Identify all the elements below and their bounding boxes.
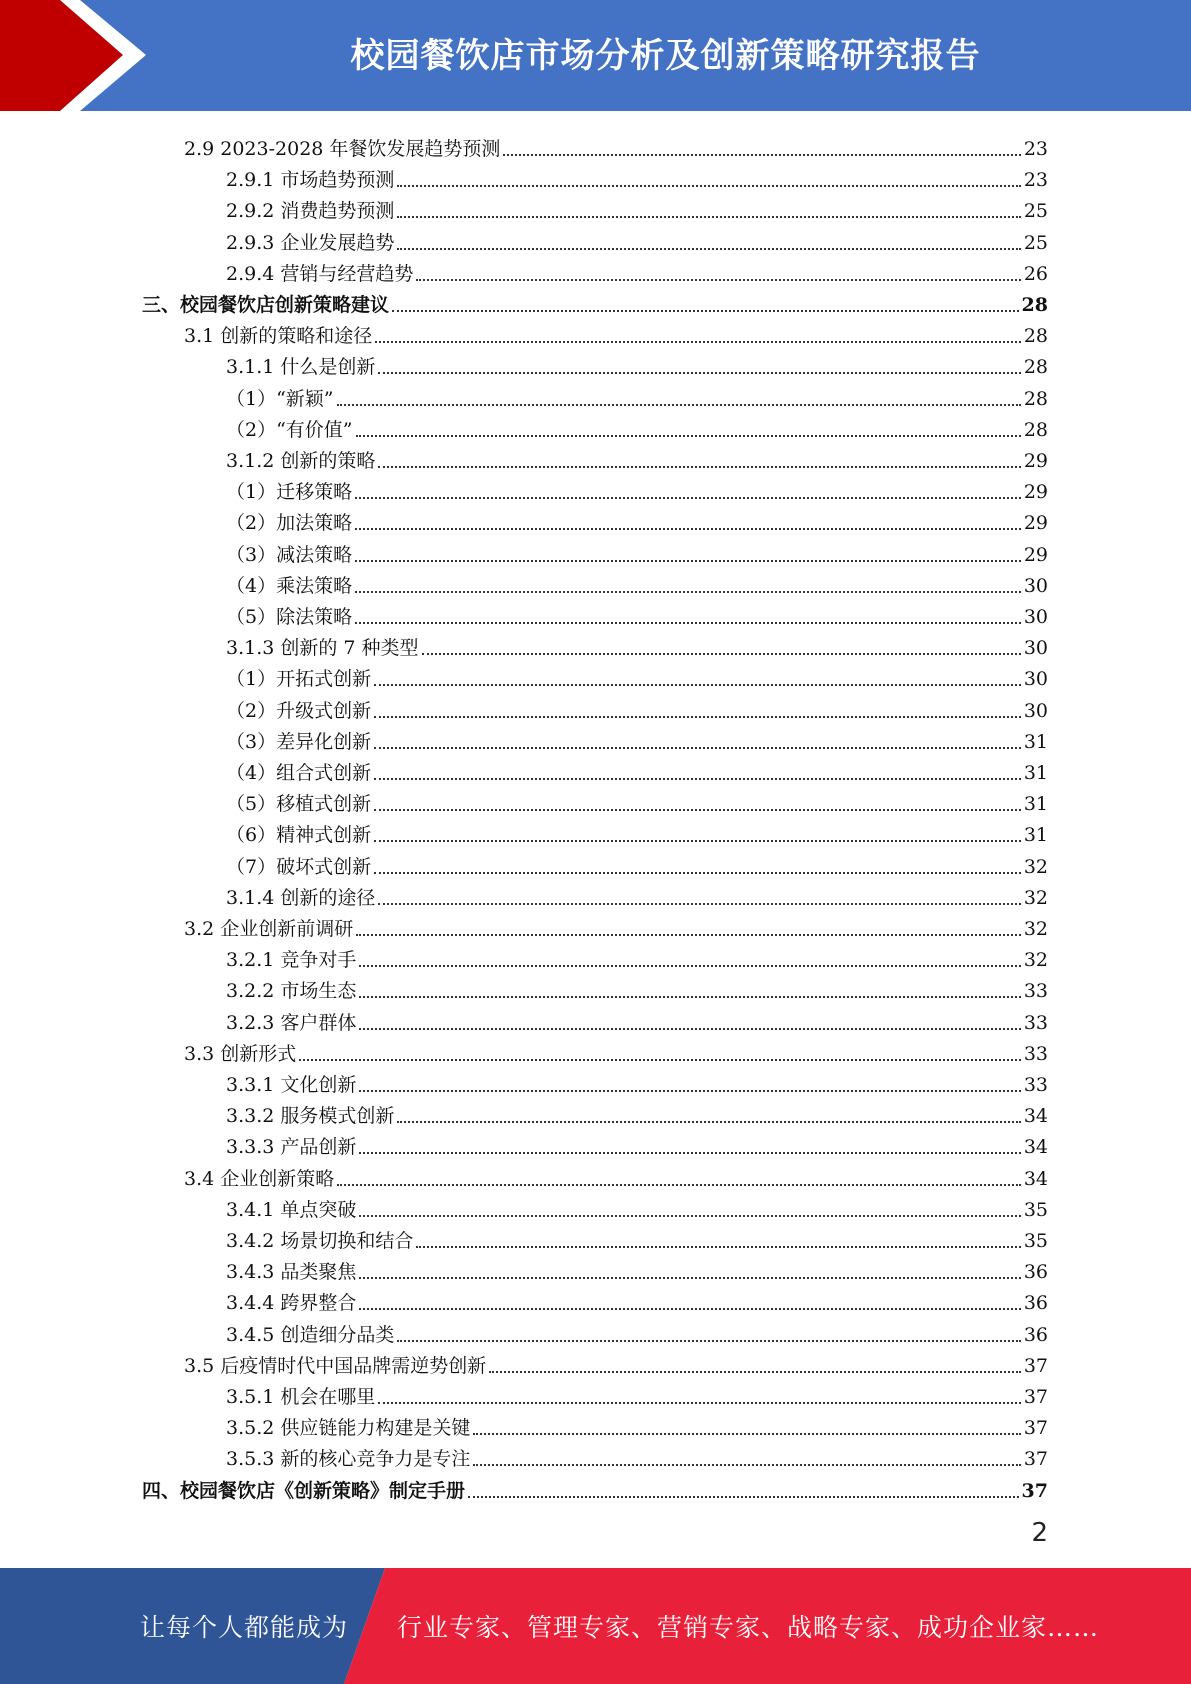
toc-dot-leader xyxy=(359,1028,1020,1030)
toc-dot-leader xyxy=(337,404,1021,406)
toc-entry[interactable] xyxy=(226,1003,1048,1034)
toc-entry[interactable] xyxy=(226,1065,1048,1096)
toc-dot-leader xyxy=(397,1121,1020,1123)
toc-entry[interactable] xyxy=(226,1283,1048,1314)
toc-dot-leader xyxy=(416,1246,1020,1248)
toc-entry-title: 3.4.2 场景切换和结合 xyxy=(226,1230,414,1252)
toc-entry[interactable] xyxy=(226,722,1048,753)
toc-dot-leader xyxy=(355,591,1021,593)
toc-entry-page: 32 xyxy=(1023,886,1048,909)
toc-entry[interactable] xyxy=(226,815,1048,846)
toc-entry[interactable] xyxy=(226,1377,1048,1408)
toc-dot-leader xyxy=(473,1464,1020,1466)
toc-dot-leader xyxy=(416,279,1020,281)
toc-entry-title: 3.1 创新的策略和途径 xyxy=(184,325,373,348)
toc-dot-leader xyxy=(378,1402,1020,1404)
toc-dot-leader xyxy=(374,809,1021,811)
toc-entry-page: 23 xyxy=(1023,138,1048,160)
toc-entry-page: 36 xyxy=(1023,1323,1048,1346)
toc-dot-leader xyxy=(378,372,1020,374)
toc-entry[interactable] xyxy=(226,503,1048,534)
toc-dot-leader xyxy=(355,560,1021,562)
toc-entry-page: 28 xyxy=(1023,325,1048,348)
toc-entry[interactable] xyxy=(226,223,1048,254)
toc-entry-page: 35 xyxy=(1023,1198,1048,1221)
toc-entry-page: 29 xyxy=(1023,543,1048,566)
toc-entry-title: （1）迁移策略 xyxy=(226,481,353,504)
header-bar xyxy=(0,0,1191,111)
header-chevron-icon xyxy=(0,0,160,111)
page-number: 2 xyxy=(1031,1518,1048,1548)
toc-dot-leader xyxy=(375,341,1021,343)
toc-entry-page: 29 xyxy=(1023,481,1048,504)
toc-entry-title: 3.2 企业创新前调研 xyxy=(184,918,354,940)
toc-entry-title: 3.3.3 产品创新 xyxy=(226,1136,357,1159)
toc-entry-page: 33 xyxy=(1023,980,1048,1003)
toc-dot-leader xyxy=(356,435,1021,437)
toc-entry[interactable] xyxy=(226,691,1048,722)
toc-entry-title: 3.4 企业创新策略 xyxy=(184,1167,335,1190)
toc-entry-page: 33 xyxy=(1023,1011,1048,1034)
toc-dot-leader xyxy=(374,872,1021,874)
toc-entry[interactable] xyxy=(184,1159,1048,1190)
toc-entry[interactable] xyxy=(226,441,1048,472)
toc-entry-title: 3.4.1 单点突破 xyxy=(226,1198,357,1221)
toc-entry-page: 37 xyxy=(1023,1386,1048,1408)
toc-dot-leader xyxy=(397,1340,1020,1342)
toc-entry-page: 33 xyxy=(1023,1074,1048,1096)
toc-entry-title: 3.2.3 客户群体 xyxy=(226,1011,357,1034)
toc-entry-page: 28 xyxy=(1023,356,1048,379)
toc-entry-page: 34 xyxy=(1023,1167,1048,1190)
toc-entry-title: （2）升级式创新 xyxy=(226,699,372,722)
toc-dot-leader xyxy=(299,1059,1021,1061)
toc-entry-title: （1）开拓式创新 xyxy=(226,668,372,691)
toc-entry-page: 36 xyxy=(1023,1292,1048,1315)
toc-entry[interactable] xyxy=(226,1127,1048,1158)
toc-entry-page: 32 xyxy=(1023,918,1048,940)
toc-entry-page: 37 xyxy=(1023,1448,1048,1471)
toc-entry-title: （2）加法策略 xyxy=(226,512,353,535)
toc-entry-title: 四、校园餐饮店《创新策略》制定手册 xyxy=(142,1479,466,1502)
toc-entry[interactable] xyxy=(226,1221,1048,1252)
toc-entry-title: （2）“有价值” xyxy=(226,418,353,441)
toc-entry[interactable] xyxy=(226,971,1048,1002)
toc-entry-title: （1）“新颖” xyxy=(226,387,334,410)
toc-entry-page: 23 xyxy=(1023,169,1048,192)
toc-dot-leader xyxy=(468,1496,1019,1498)
toc-dot-leader xyxy=(378,903,1020,905)
toc-entry-page: 29 xyxy=(1023,512,1048,535)
toc-entry-title: 3.5.1 机会在哪里 xyxy=(226,1386,376,1408)
toc-entry-title: （3）差异化创新 xyxy=(226,730,372,753)
toc-entry[interactable] xyxy=(226,784,1048,815)
toc-entry-page: 25 xyxy=(1023,231,1048,254)
toc-dot-leader xyxy=(503,154,1020,156)
toc-entry[interactable] xyxy=(226,535,1048,566)
toc-entry-page: 29 xyxy=(1023,450,1048,472)
toc-entry-page: 31 xyxy=(1023,730,1048,753)
toc-entry-title: （3）减法策略 xyxy=(226,543,353,566)
toc-entry-page: 25 xyxy=(1023,200,1048,223)
toc-entry-page: 34 xyxy=(1023,1136,1048,1159)
toc-entry-title: 2.9.1 市场趋势预测 xyxy=(226,169,395,192)
toc-dot-leader xyxy=(359,996,1020,998)
toc-dot-leader xyxy=(473,1433,1020,1435)
toc-dot-leader xyxy=(359,965,1020,967)
toc-dot-leader xyxy=(359,1308,1020,1310)
toc-dot-leader xyxy=(374,747,1021,749)
toc-entry-page: 37 xyxy=(1021,1479,1048,1502)
toc-entry[interactable] xyxy=(226,878,1048,909)
toc-entry[interactable] xyxy=(226,160,1048,191)
toc-entry[interactable] xyxy=(226,1096,1048,1127)
toc-entry[interactable] xyxy=(226,628,1048,659)
toc-entry-title: （5）除法策略 xyxy=(226,606,353,628)
toc-entry[interactable] xyxy=(184,1346,1048,1377)
toc-dot-leader xyxy=(378,466,1020,468)
toc-entry-page: 36 xyxy=(1023,1261,1048,1284)
toc-entry-page: 34 xyxy=(1023,1105,1048,1128)
toc-entry-page: 26 xyxy=(1023,262,1048,285)
toc-dot-leader xyxy=(374,684,1021,686)
toc-entry-title: 3.5.3 新的核心竞争力是专注 xyxy=(226,1448,471,1471)
toc-dot-leader xyxy=(397,248,1020,250)
toc-entry[interactable] xyxy=(184,129,1048,160)
toc-entry-title: 3.1.1 什么是创新 xyxy=(226,356,376,379)
footer-slogan-right: 行业专家、管理专家、营销专家、战略专家、成功企业家…… xyxy=(397,1613,1100,1642)
toc-entry-page: 31 xyxy=(1023,793,1048,816)
toc-entry-page: 30 xyxy=(1023,637,1048,660)
toc-dot-leader xyxy=(397,185,1020,187)
toc-entry-title: 2.9.2 消费趋势预测 xyxy=(226,200,395,223)
toc-entry-title: 3.4.4 跨界整合 xyxy=(226,1292,357,1315)
toc-entry-title: 3.4.3 品类聚焦 xyxy=(226,1261,357,1284)
toc-entry[interactable] xyxy=(226,940,1048,971)
toc-entry[interactable] xyxy=(226,753,1048,784)
toc-entry[interactable] xyxy=(184,1034,1048,1065)
toc-entry-page: 37 xyxy=(1023,1354,1048,1377)
toc-entry-title: （4）组合式创新 xyxy=(226,762,372,784)
toc-entry-title: 2.9 2023-2028 年餐饮发展趋势预测 xyxy=(184,138,501,160)
toc-entry-title: （4）乘法策略 xyxy=(226,574,353,597)
toc-entry[interactable] xyxy=(226,597,1048,628)
toc-entry-title: （5）移植式创新 xyxy=(226,793,372,816)
toc-dot-leader xyxy=(355,497,1021,499)
toc-dot-leader xyxy=(337,1184,1021,1186)
toc-entry-page: 28 xyxy=(1021,294,1048,316)
toc-entry-title: 3.5 后疫情时代中国品牌需逆势创新 xyxy=(184,1354,487,1377)
toc-entry[interactable] xyxy=(226,1408,1048,1439)
toc-dot-leader xyxy=(392,310,1019,312)
toc-entry[interactable] xyxy=(226,472,1048,503)
footer-slogan-left: 让每个人都能成为 xyxy=(140,1613,349,1642)
toc-entry[interactable] xyxy=(226,659,1048,690)
toc-entry-page: 37 xyxy=(1023,1417,1048,1440)
toc-entry[interactable] xyxy=(226,1439,1048,1470)
toc-entry[interactable] xyxy=(184,909,1048,940)
toc-entry-title: 3.1.2 创新的策略 xyxy=(226,450,376,472)
toc-dot-leader xyxy=(374,778,1021,780)
toc-entry-page: 30 xyxy=(1023,668,1048,691)
toc-entry-title: 3.1.3 创新的 7 种类型 xyxy=(226,637,419,660)
toc-entry-page: 30 xyxy=(1023,606,1048,628)
toc-entry-page: 31 xyxy=(1023,824,1048,847)
toc-entry-page: 32 xyxy=(1023,949,1048,972)
toc-dot-leader xyxy=(489,1371,1021,1373)
toc-entry-title: 3.3.2 服务模式创新 xyxy=(226,1105,395,1128)
toc-entry-page: 28 xyxy=(1023,418,1048,441)
toc-entry[interactable] xyxy=(184,316,1048,347)
toc-dot-leader xyxy=(397,216,1020,218)
toc-entry[interactable] xyxy=(142,285,1048,316)
toc-dot-leader xyxy=(359,1215,1020,1217)
toc-entry-page: 30 xyxy=(1023,574,1048,597)
toc-entry-page: 28 xyxy=(1023,387,1048,410)
toc-entry-page: 35 xyxy=(1023,1230,1048,1252)
toc-entry-title: 2.9.4 营销与经营趋势 xyxy=(226,262,414,285)
toc-dot-leader xyxy=(374,716,1021,718)
toc-dot-leader xyxy=(422,653,1021,655)
toc-dot-leader xyxy=(359,1152,1020,1154)
toc-entry[interactable] xyxy=(226,1315,1048,1346)
toc-entry[interactable] xyxy=(226,347,1048,378)
toc-dot-leader xyxy=(356,934,1021,936)
footer-bar xyxy=(0,1568,1191,1684)
toc-entry-title: 2.9.3 企业发展趋势 xyxy=(226,231,395,254)
toc-dot-leader xyxy=(374,840,1021,842)
toc-entry[interactable] xyxy=(226,410,1048,441)
toc-entry[interactable] xyxy=(226,847,1048,878)
toc-entry-title: 三、校园餐饮店创新策略建议 xyxy=(142,294,390,316)
toc-entry-title: 3.5.2 供应链能力构建是关键 xyxy=(226,1417,471,1440)
toc-entry-title: 3.3.1 文化创新 xyxy=(226,1074,357,1096)
toc-entry[interactable] xyxy=(226,566,1048,597)
toc-entry-page: 31 xyxy=(1023,762,1048,784)
toc-entry[interactable] xyxy=(226,379,1048,410)
toc-entry-title: 3.2.1 竞争对手 xyxy=(226,949,357,972)
toc-entry-page: 30 xyxy=(1023,699,1048,722)
toc-entry-page: 32 xyxy=(1023,855,1048,878)
toc-entry-page: 33 xyxy=(1023,1042,1048,1065)
toc-dot-leader xyxy=(355,622,1021,624)
toc-entry[interactable] xyxy=(142,1471,1048,1502)
toc-entry-title: （6）精神式创新 xyxy=(226,824,372,847)
toc-entry[interactable] xyxy=(226,1190,1048,1221)
toc-entry[interactable] xyxy=(226,254,1048,285)
toc-dot-leader xyxy=(359,1277,1020,1279)
toc-entry[interactable] xyxy=(226,1252,1048,1283)
toc-entry[interactable] xyxy=(226,191,1048,222)
toc-dot-leader xyxy=(355,528,1021,530)
toc-dot-leader xyxy=(359,1090,1020,1092)
toc-entry-title: （7）破坏式创新 xyxy=(226,855,372,878)
report-title: 校园餐饮店市场分析及创新策略研究报告 xyxy=(350,35,981,76)
toc-entry-title: 3.3 创新形式 xyxy=(184,1042,297,1065)
toc-entry-title: 3.4.5 创造细分品类 xyxy=(226,1323,395,1346)
toc-entry-title: 3.2.2 市场生态 xyxy=(226,980,357,1003)
toc-entry-title: 3.1.4 创新的途径 xyxy=(226,886,376,909)
